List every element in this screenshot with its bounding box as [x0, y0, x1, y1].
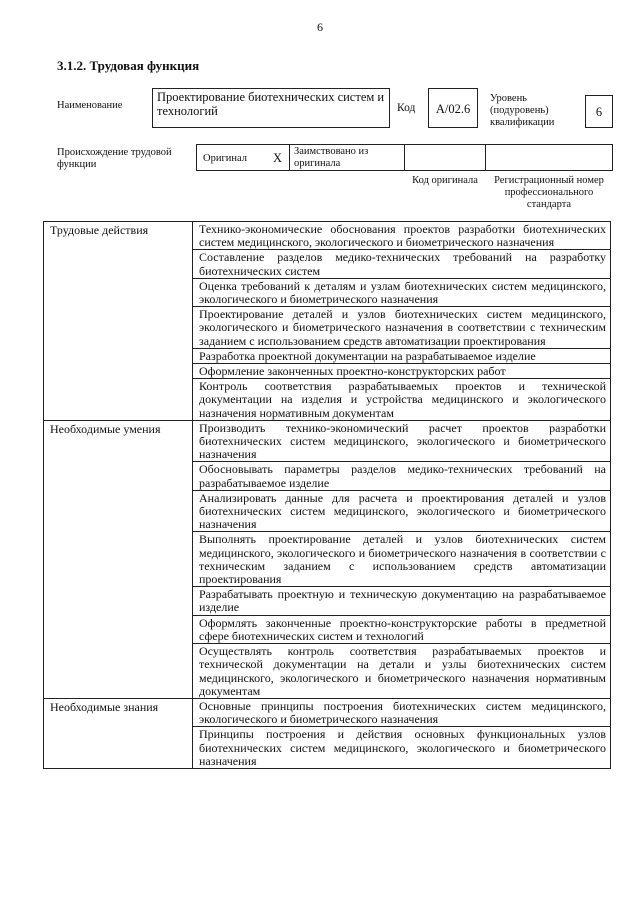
- table-row: [44, 420, 611, 462]
- table-cell: Производить технико-экономический расчет проектов разработки биотехнических систем медицинского, экологического и биометрического назначения: [193, 420, 611, 462]
- code-label: Код: [397, 102, 416, 114]
- reg-number-caption: Регистрационный номер профессионального стандарта: [494, 175, 604, 210]
- table-cell: Оценка требований к деталям и узлам биотехнических систем медицинского, экологического и биометрического назначения: [193, 278, 611, 306]
- level-value-box: [585, 95, 613, 128]
- name-label: Наименование: [57, 100, 123, 111]
- table-cell: Разрабатывать проектную и техническую документацию на разрабатываемое изделие: [193, 587, 611, 615]
- section-title: 3.1.2. Трудовая функция: [57, 58, 200, 73]
- name-value-box: [152, 88, 390, 128]
- original-label: Оригинал: [203, 153, 247, 164]
- table-row: [44, 698, 611, 726]
- original-mark: X: [273, 151, 283, 165]
- table-cell: Выполнять проектирование деталей и узлов биотехнических систем медицинского, экологического и биометрического назначения в соответствии с техническим заданием с использованием средств автоматизации проектирования: [193, 532, 611, 587]
- table-cell: Оформлять законченные проектно-конструкторские работы в предметной сфере биотехнических систем и технологий: [193, 615, 611, 643]
- table-cell: Проектирование деталей и узлов биотехнических систем медицинского, экологического и биометрического назначения в соответствии с техническим заданием с использованием средств автоматизации проектирования: [193, 307, 611, 349]
- reg-number-box: [485, 144, 613, 171]
- code-value-box: [428, 88, 478, 128]
- table-cell: Осуществлять контроль соответствия разрабатываемых проектов и технической документации на детали и узлы биотехнических систем медицинского, экологического и биометрического назначения нормативным документам: [193, 644, 611, 699]
- table-cell: Основные принципы построения биотехнических систем медицинского, экологического и биометрического назначения: [193, 698, 611, 726]
- table-cell: Анализировать данные для расчета и проектирования деталей и узлов биотехнических систем медицинского, экологического и биометрического назначения: [193, 490, 611, 532]
- category-cell: Трудовые действия: [44, 222, 193, 421]
- table-cell: Разработка проектной документации на разрабатываемое изделие: [193, 348, 611, 363]
- table-cell: Оформление законченных проектно-конструкторских работ: [193, 364, 611, 379]
- code-original-box: [404, 144, 486, 171]
- table-cell: Обосновывать параметры разделов медико-технических требований на разрабатываемое изделие: [193, 462, 611, 490]
- page-number: 6: [317, 20, 323, 34]
- code-original-caption: Код оригинала: [412, 175, 478, 186]
- borrowed-box: [289, 144, 405, 171]
- original-box: [196, 144, 290, 171]
- level-value: 6: [595, 105, 603, 119]
- functions-table: [43, 221, 611, 769]
- borrowed-label: Заимствовано из оригинала: [294, 146, 369, 169]
- table-cell: Контроль соответствия разрабатываемых проектов и технической документации на изделия и устройства медицинского и экологического назначения нормативным документам: [193, 379, 611, 421]
- origin-label: Происхождение трудовой функции: [57, 147, 172, 170]
- table-cell: Составление разделов медико-технических требований на разработку биотехнических систем: [193, 250, 611, 278]
- category-cell: Необходимые умения: [44, 420, 193, 698]
- name-value: Проектирование биотехнических систем и технологий: [157, 90, 385, 118]
- code-value: A/02.6: [435, 102, 471, 116]
- table-cell: Принципы построения и действия основных функциональных узлов биотехнических систем медицинского, экологического и биометрического назначения: [193, 727, 611, 769]
- level-label: Уровень (подуровень) квалификации: [490, 93, 555, 128]
- table-row: [44, 222, 611, 250]
- category-cell: Необходимые знания: [44, 698, 193, 768]
- table-cell: Технико-экономические обоснования проектов разработки биотехнических систем медицинского, экологического и биометрического назначения: [193, 222, 611, 250]
